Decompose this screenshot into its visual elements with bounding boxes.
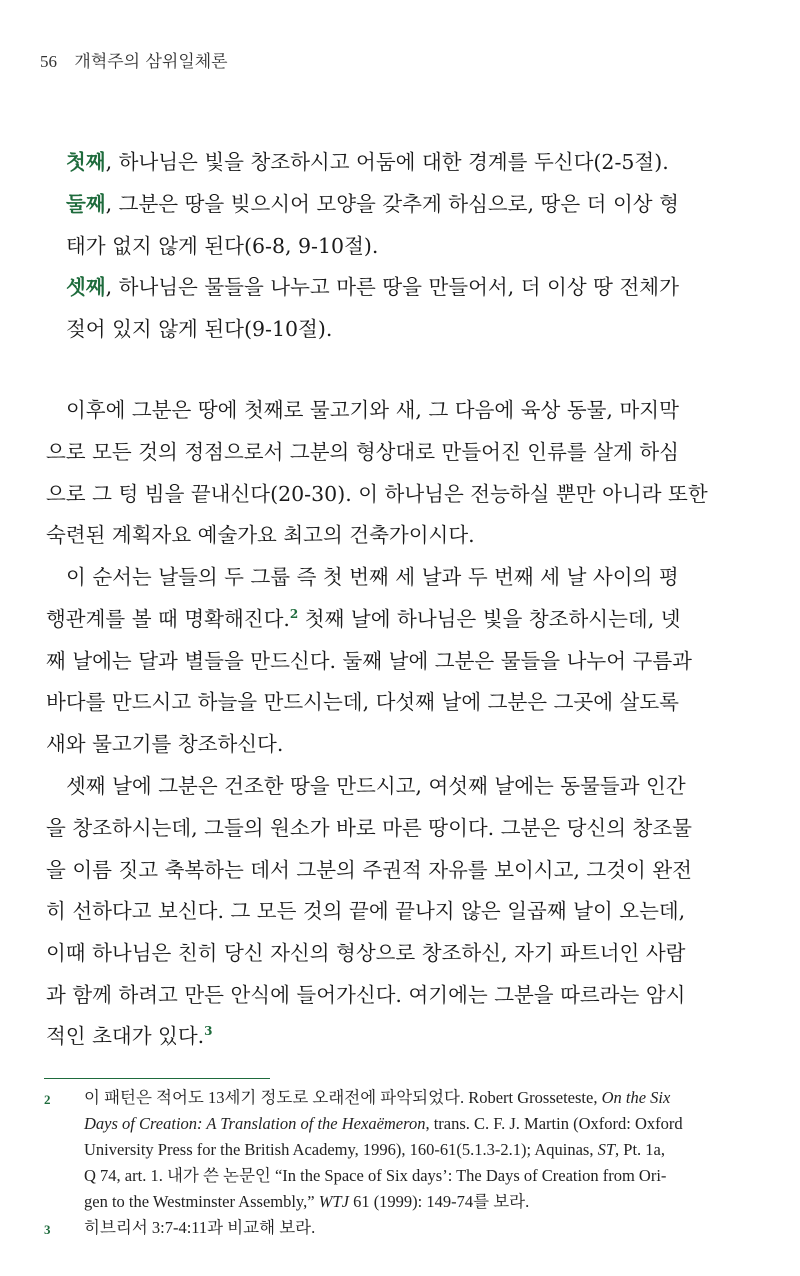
paragraph-line: 새와 물고기를 창조하신다. [46, 732, 284, 756]
list-text: 젖어 있지 않게 된다(9-10절). [66, 317, 333, 341]
footnote-title: ST [597, 1140, 616, 1159]
footnote-line [84, 1086, 670, 1110]
paragraph-line: 이후에 그분은 땅에 첫째로 물고기와 새, 그 다음에 육상 동물, 마지막 [66, 398, 679, 422]
paragraph-line: 으로 그 텅 빔을 끝내신다(20-30). 이 하나님은 전능하실 뿐만 아니라 또한 [46, 482, 708, 506]
page-number: 56 [40, 52, 57, 71]
paragraph-line: 과 함께 하려고 만든 안식에 들어가신다. 여기에는 그분을 따르라는 암시 [46, 983, 686, 1007]
paragraph-line: 째 날에는 달과 별들을 만드신다. 둘째 날에 그분은 물들을 나누어 구름과 [46, 649, 692, 673]
paragraph-line: 바다를 만드시고 하늘을 만드시는데, 다섯째 날에 그분은 그곳에 살도록 [46, 690, 679, 714]
footnote-text: , Pt. 1a, [615, 1140, 665, 1159]
paragraph-line: 셋째 날에 그분은 건조한 땅을 만드시고, 여섯째 날에는 동물들과 인간 [66, 774, 686, 798]
footnote-title: On the Six [601, 1088, 671, 1107]
footnote-text: gen to the Westminster Assembly,” [84, 1192, 319, 1211]
paragraph-line-with-footnote [46, 1022, 760, 1050]
list-text: , 하나님은 빛을 창조하시고 어둠에 대한 경계를 두신다(2-5절). [105, 150, 669, 174]
footnote-title: Days of Creation: A Translation of the Hexaëmeron [84, 1114, 426, 1133]
paragraph-line: 이 순서는 날들의 두 그룹 즉 첫 번째 세 날과 두 번째 세 날 사이의 평 [66, 565, 679, 589]
footnote-line [84, 1138, 665, 1162]
paragraph-text: 행관계를 볼 때 명확해진다. [46, 607, 290, 631]
footnote-text: University Press for the British Academy, 1996), 160-61(5.1.3-2.1); Aquinas, [84, 1140, 598, 1159]
running-header [40, 47, 228, 72]
paragraph-line: 숙련된 계획자요 예술가요 최고의 건축가이시다. [46, 523, 475, 547]
footnote-text: , trans. C. F. J. Martin (Oxford: Oxford [425, 1114, 683, 1133]
paragraph-line-with-footnote [46, 605, 760, 633]
list-item-second [66, 190, 760, 218]
footnote-ref-3[interactable]: 3 [204, 1024, 213, 1039]
paragraph-line: 을 창조하시는데, 그들의 원소가 바로 마른 땅이다. 그분은 당신의 창조물 [46, 816, 692, 840]
footnote-line: Q 74, art. 1. 내가 쓴 논문인 “In the Space of Six days’: The Days of Creation from Ori- [84, 1166, 667, 1185]
paragraph-text: 첫째 날에 하나님은 빛을 창조하시는데, 넷 [298, 607, 681, 631]
footnote-number-2: 2 [44, 1092, 51, 1107]
paragraph-line: 을 이름 짓고 축복하는 데서 그분의 주권적 자유를 보이시고, 그것이 완전 [46, 858, 692, 882]
list-text: , 그분은 땅을 빚으시어 모양을 갖추게 하심으로, 땅은 더 이상 형 [105, 192, 679, 216]
list-item-third-cont [66, 315, 760, 343]
paragraph-text: 적인 초대가 있다. [46, 1024, 205, 1048]
footnote-line: 히브리서 3:7-4:11과 비교해 보라. [84, 1218, 316, 1237]
footnote-number-3: 3 [44, 1222, 51, 1237]
footnote-text: 이 패턴은 적어도 13세기 정도로 오래전에 파악되었다. Robert Grosseteste, [84, 1088, 602, 1107]
list-text: 태가 없지 않게 된다(6-8, 9-10절). [66, 234, 379, 258]
footnote-title: WTJ [318, 1192, 349, 1211]
paragraph-line: 이때 하나님은 친히 당신 자신의 형상으로 창조하신, 자기 파트너인 사람 [46, 941, 686, 965]
list-label: 셋째 [66, 275, 106, 299]
list-text: , 하나님은 물들을 나누고 마른 땅을 만들어서, 더 이상 땅 전체가 [105, 275, 679, 299]
list-label: 둘째 [66, 192, 106, 216]
list-item-second-cont [66, 232, 760, 260]
footnote-divider [44, 1078, 270, 1079]
list-item-third [66, 273, 760, 301]
list-item-first [66, 148, 760, 176]
footnote-text: 61 (1999): 149-74를 보라. [348, 1192, 530, 1211]
footnote-line [84, 1112, 683, 1136]
list-label: 첫째 [66, 150, 106, 174]
paragraph-line: 히 선하다고 보신다. 그 모든 것의 끝에 끝나지 않은 일곱째 날이 오는데, [46, 899, 686, 923]
footnote-ref-2[interactable]: 2 [289, 607, 299, 622]
footnote-line [84, 1190, 529, 1214]
paragraph-line: 으로 모든 것의 정점으로서 그분의 형상대로 만들어진 인류를 살게 하심 [46, 440, 679, 464]
running-title: 개혁주의 삼위일체론 [74, 52, 228, 72]
